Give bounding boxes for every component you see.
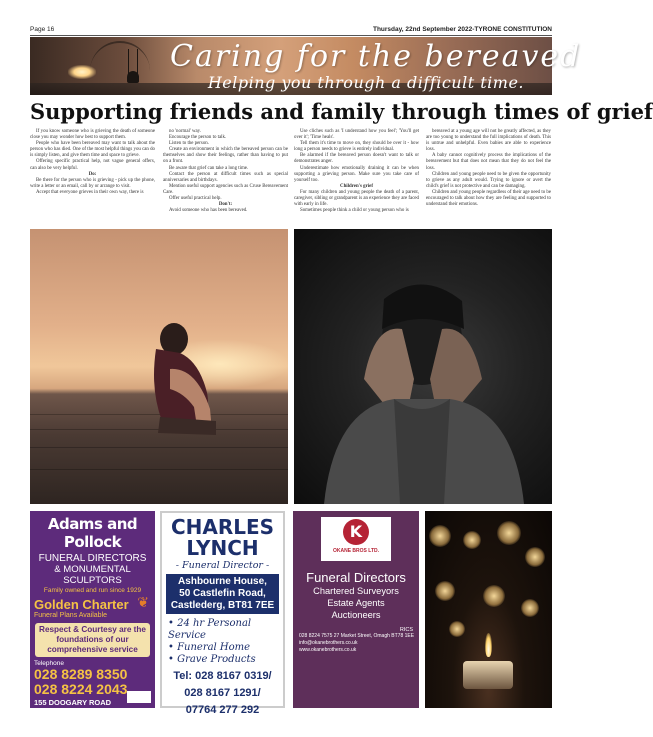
bokeh-light — [521, 599, 539, 617]
paragraph: If you know someone who is grieving the death of someone close you may wonder how best to support them. — [30, 129, 155, 141]
bullet-icon: • — [168, 642, 178, 653]
rics-logo-text: RICS — [399, 627, 413, 633]
section-banner — [30, 37, 582, 95]
ad-adams-and-pollock[interactable] — [30, 511, 155, 717]
pier-plank — [30, 447, 288, 448]
ad-line: & MONUMENTAL SCULPTORS — [54, 564, 131, 586]
sitting-girl-silhouette — [140, 309, 220, 439]
funeral-plans-text: Funeral Plans Available — [34, 612, 108, 619]
address-line: 155 DOOGARY ROAD — [34, 698, 112, 707]
paragraph: Be alarmed if the bereaved person doesn't want to talk or demonstrates anger. — [294, 153, 419, 165]
candle-flame — [485, 633, 492, 657]
ad-title: Funeral Directors — [306, 570, 406, 585]
banner-subtitle: Helping you through a difficult time. — [207, 73, 524, 92]
tree-silhouette — [90, 41, 150, 85]
candle — [463, 661, 513, 689]
phone-number[interactable]: 028 8167 1291/ — [184, 687, 261, 699]
ad-respect-box: Respect & Courtesy are the foundations of our comprehensive service — [35, 623, 150, 657]
photo-candle — [425, 511, 552, 708]
bokeh-light — [483, 585, 505, 607]
phone-number[interactable]: Tel: 028 8167 0319/ — [173, 670, 272, 682]
paragraph: Listen to the person. — [169, 141, 209, 147]
phone-number[interactable]: 07764 277 292 — [185, 704, 260, 716]
telephone-label: Telephone — [34, 660, 64, 667]
sunset-glow — [68, 65, 96, 79]
article-column-2 — [163, 129, 288, 214]
issue-line: Thursday, 22nd September 2022-TYRONE CONSTITUTION — [372, 26, 552, 33]
phone-number[interactable]: 028 8224 2043 — [34, 681, 128, 697]
ad-contact: 028 8224 7575 27 Market Street, Omagh BT78 1EE — [299, 633, 415, 639]
paragraph: Offer useful practical help. — [169, 196, 222, 202]
ad-service: Auctioneers — [331, 610, 381, 620]
ad-line: FUNERAL DIRECTORS — [38, 553, 147, 564]
phone-number[interactable]: 028 8289 8350 — [34, 666, 128, 682]
paragraph: no 'normal' way. — [169, 129, 202, 134]
bokeh-light — [429, 525, 451, 547]
ad-role: - Funeral Director - — [175, 560, 270, 571]
ad-service: Estate Agents — [327, 598, 385, 608]
article-headline: Supporting friends and family through times of grief — [30, 99, 653, 124]
golden-charter-logo-text: Golden Charter — [34, 597, 129, 612]
bullet-icon: • — [168, 654, 178, 665]
ad-tagline: Family owned and run since 1929 — [43, 587, 142, 594]
bokeh-light — [449, 621, 465, 637]
paragraph: Be aware that grief can take a long time. — [169, 165, 249, 171]
bokeh-light — [463, 531, 481, 549]
paragraph: Sometimes people think a child or young person who is — [300, 208, 409, 214]
logo-name: OKANE BROS LTD. — [332, 548, 380, 554]
association-logo-icon — [127, 691, 151, 703]
bokeh-light — [497, 521, 521, 545]
paragraph: Tell them it's time to move on, they should be over it - how long a person needs to grieve is entirely individual. — [294, 141, 419, 153]
banner-title: Caring for the bereaved — [170, 39, 582, 74]
paragraph: Contact the person at difficult times such as special anniversaries and birthdays. — [163, 171, 288, 183]
article-column-4 — [426, 129, 551, 208]
paragraph: For many children and young people the death of a parent, caregiver, sibling or grandparent is an experience they are faced with early in life. — [294, 189, 419, 208]
paragraph: Underestimate how emotionally draining it can be when supporting a grieving person. Make sure you take care of yourself too. — [294, 165, 419, 183]
paragraph: bereaved at a young age will not be greatly affected, as they are too young to understand the full implications of death. This is untrue and unhelpful. Even babies are able to experience loss. — [426, 129, 551, 153]
subheading-childrens-grief: Children's grief — [340, 183, 373, 189]
address-line: Castlederg, BT81 7EE — [170, 600, 275, 611]
ad-okane-bros[interactable] — [293, 511, 419, 708]
subheading-dont: Don't: — [218, 202, 233, 208]
ad-charles-lynch[interactable] — [160, 511, 285, 716]
photo-grieving-girl — [30, 229, 288, 504]
okane-logo — [321, 517, 391, 561]
subheading-do: Do: — [88, 171, 97, 177]
page-header — [30, 24, 552, 35]
head-in-hands-silhouette — [294, 229, 552, 504]
person-silhouette — [127, 71, 139, 83]
ad-business-name: CHARLES — [170, 515, 275, 539]
paragraph: People who have been bereaved may want to talk about the person who has died. One of the most helpful things you can do is simply listen, and give them time and space to grieve. — [30, 141, 155, 159]
ad-service: Chartered Surveyors — [313, 586, 399, 596]
article-column-1 — [30, 129, 155, 196]
article-column-3 — [294, 129, 419, 214]
paragraph: Be there for the person who is grieving - pick up the phone, write a letter or an email, call by or arrange to visit. — [30, 177, 155, 189]
ad-website[interactable]: www.okanebrothers.co.uk — [299, 647, 357, 653]
bokeh-light — [525, 547, 545, 567]
paragraph: Encourage the person to talk. — [169, 135, 227, 141]
ad-address-box — [166, 574, 279, 614]
ad-business-name: Adams and Pollock — [47, 515, 138, 551]
paragraph: Offering specific practical help, not vague general offers, can also be very helpful. — [30, 159, 155, 171]
paragraph: Avoid someone who has been bereaved. — [169, 208, 248, 214]
paragraph: Children and young people regardless of their age need to be encouraged to talk about how they are feeling and supported to understand their emotions. — [426, 189, 551, 208]
paragraph: Accept that everyone grieves in their own way, there is — [36, 189, 144, 195]
page-number: Page 16 — [30, 26, 55, 33]
address-line: 50 Castlefin Road, — [179, 588, 266, 599]
paragraph: Use cliches such as 'I understand how you feel'; 'You'll get over it'; 'Time heals'. — [294, 129, 419, 141]
logo-letter: K — [349, 522, 363, 541]
ad-email[interactable]: info@okanebrothers.co.uk — [299, 640, 358, 646]
maple-leaf-icon: ❦ — [137, 594, 149, 610]
address-line: OMAGH BT79 0HF — [34, 708, 100, 717]
paragraph: Create an environment in which the bereaved person can be themselves and show their feelings, rather than having to put on a front. — [163, 147, 288, 165]
photo-grieving-man — [294, 229, 552, 504]
pier-plank — [30, 469, 288, 470]
bokeh-light — [435, 581, 455, 601]
paragraph: Children and young people need to be given the opportunity to grieve as any adult would. Trying to ignore or avert the child's grief is not protective and can be damaging. — [426, 171, 551, 189]
paragraph: A baby cannot cognitively process the implications of the bereavement but that does not mean that they do not feel the loss. — [426, 153, 551, 171]
ad-business-name: LYNCH — [186, 536, 259, 560]
address-line: Ashbourne House, — [178, 576, 267, 587]
service-item: • Funeral Home — [168, 642, 251, 653]
header-rule — [30, 35, 552, 36]
paragraph: Mention useful support agencies such as Cruse Bereavement Care. — [163, 183, 288, 195]
service-item: • Grave Products — [168, 654, 256, 665]
services-list — [168, 618, 283, 666]
bullet-icon: • — [168, 618, 178, 629]
service-item: • 24 hr Personal Service — [168, 618, 252, 641]
